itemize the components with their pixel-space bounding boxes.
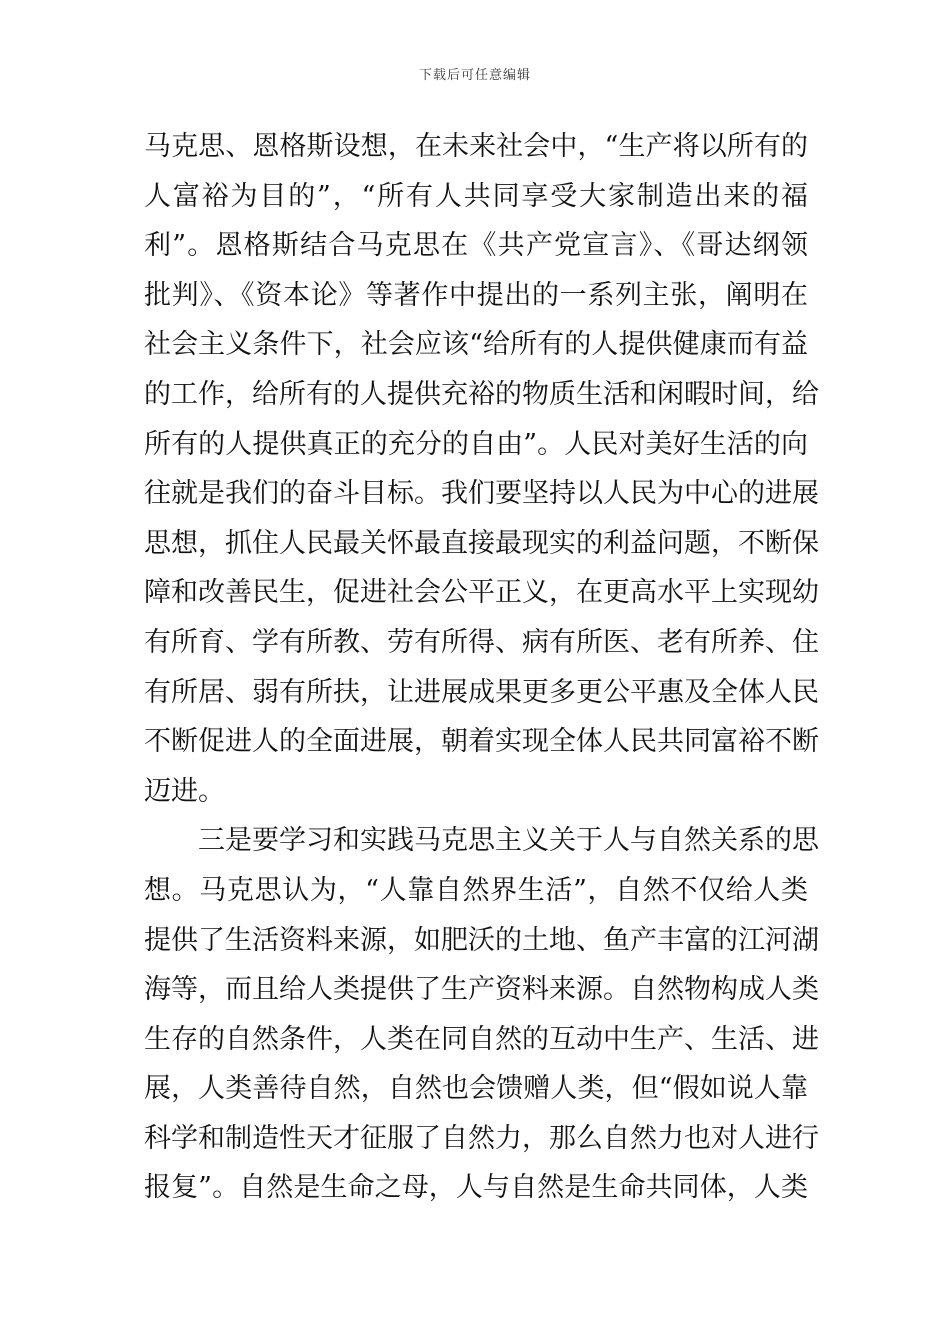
text-line: 生存的自然条件，人类在同自然的互动中生产、生活、进: [144, 1023, 819, 1055]
text-line: 障和改善民生，促进社会公平正义，在更高水平上实现幼: [144, 577, 819, 609]
text-line: 批判》、《资本论》等著作中提出的一系列主张，阐明在: [144, 279, 808, 311]
text-line: 展，人类善待自然，自然也会馈赠人类，但“假如说人靠: [144, 1073, 808, 1105]
header-note: 下载后可任意编辑: [418, 68, 531, 83]
text-line: 的工作，给所有的人提供充裕的物质生活和闲暇时间，给: [144, 378, 819, 410]
text-line: 想。马克思认为，“人靠自然界生活”，自然不仅给人类: [144, 874, 808, 906]
text-line: 人富裕为目的”，“所有人共同享受大家制造出来的福: [144, 180, 808, 212]
text-line: 海等，而且给人类提供了生产资料来源。自然物构成人类: [144, 974, 819, 1006]
body-text: [144, 122, 819, 1213]
text-line: 思想，抓住人民最关怀最直接最现实的利益问题，不断保: [144, 527, 819, 559]
text-line: 迈进。: [144, 775, 225, 807]
text-line: 有所育、学有所教、劳有所得、病有所医、老有所养、住: [144, 626, 819, 658]
text-line: 有所居、弱有所扶，让进展成果更多更公平惠及全体人民: [144, 676, 819, 708]
text-line: 利”。恩格斯结合马克思在《共产党宣言》、《哥达纲领: [144, 230, 808, 262]
text-line: 报复”。自然是生命之母，人与自然是生命共同体，人类: [144, 1172, 808, 1204]
text-line: 社会主义条件下，社会应该“给所有的人提供健康而有益: [144, 329, 808, 361]
text-line: 科学和制造性天才征服了自然力，那么自然力也对人进行: [144, 1122, 819, 1154]
text-line: 三是要学习和实践马克思主义关于人与自然关系的思: [198, 825, 819, 857]
text-line: 所有的人提供真正的充分的自由”。人民对美好生活的向: [144, 428, 808, 460]
paragraph: [144, 816, 819, 1213]
text-line: 马克思、恩格斯设想，在未来社会中，“生产将以所有的: [144, 131, 808, 162]
text-line: 提供了生活资料来源，如肥沃的土地、鱼产丰富的江河湖: [144, 924, 819, 956]
paragraph: [144, 122, 819, 816]
text-line: 不断促进人的全面进展，朝着实现全体人民共同富裕不断: [144, 726, 819, 758]
text-line: 往就是我们的奋斗目标。我们要坚持以人民为中心的进展: [144, 478, 819, 510]
